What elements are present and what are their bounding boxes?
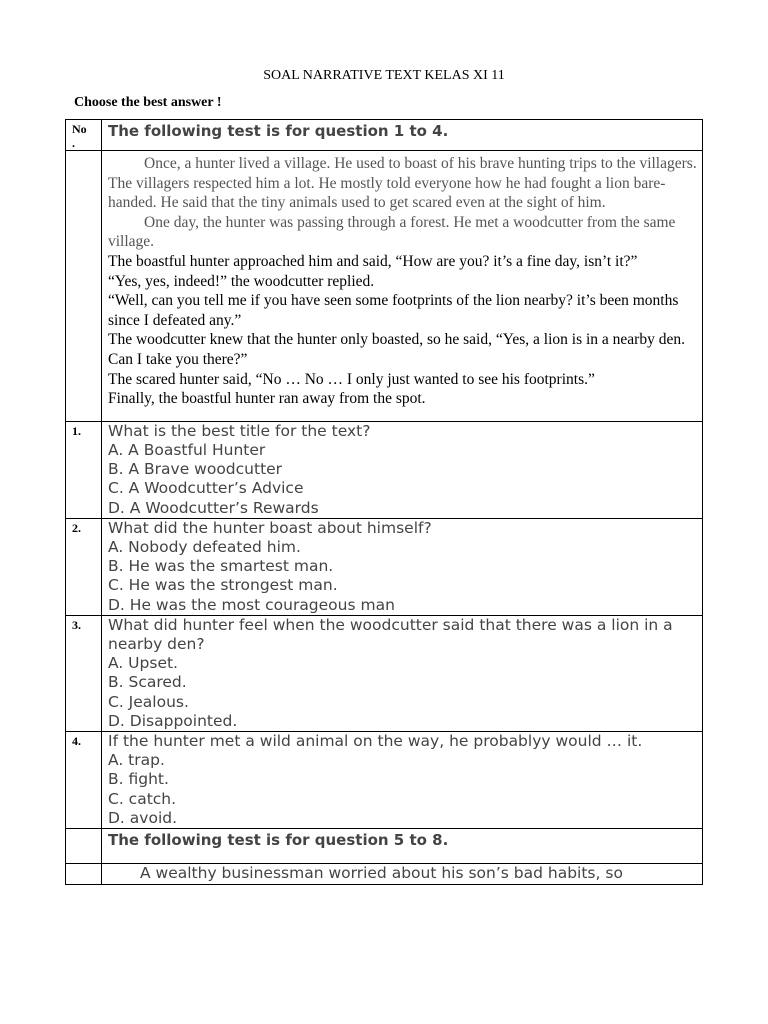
story-line: The scared hunter said, “No … No … I only just wanted to see his footprints.” <box>108 370 595 388</box>
number-cell-empty <box>66 863 102 884</box>
number-header-label: No . <box>72 122 87 150</box>
question-stem: What is the best title for the text? <box>108 421 371 440</box>
question-block <box>108 422 698 518</box>
answer-option[interactable]: A. Nobody defeated him. <box>108 537 301 556</box>
table-row <box>66 731 703 828</box>
question-stem: What did hunter feel when the woodcutter said that there was a lion in a nearby den? <box>108 615 673 653</box>
answer-option[interactable]: C. catch. <box>108 789 177 808</box>
question-cell <box>102 615 703 731</box>
question-cell <box>102 421 703 518</box>
table-row <box>66 518 703 615</box>
question-table <box>65 119 703 885</box>
answer-option[interactable]: D. He was the most courageous man <box>108 595 395 614</box>
section-heading-1: The following test is for question 1 to 4. <box>108 122 449 140</box>
section-heading-2: The following test is for question 5 to 8. <box>108 830 449 849</box>
answer-option[interactable]: A. trap. <box>108 751 165 770</box>
story-line: The woodcutter knew that the hunter only boasted, so he said, “Yes, a lion is in a nearby den. Can I take you there?” <box>108 331 685 368</box>
number-cell-empty <box>66 828 102 863</box>
table-row <box>66 828 703 863</box>
answer-option[interactable]: C. He was the strongest man. <box>108 576 338 595</box>
number-column-header <box>66 120 102 151</box>
story-line: Finally, the boastful hunter ran away from the spot. <box>108 390 426 408</box>
story-paragraph: One day, the hunter was passing through a forest. He met a woodcutter from the same village. <box>108 213 676 251</box>
question-cell <box>102 518 703 615</box>
question-block <box>108 616 698 731</box>
table-row <box>66 421 703 518</box>
table-row <box>66 151 703 422</box>
answer-option[interactable]: D. avoid. <box>108 808 178 827</box>
question-stem: What did the hunter boast about himself? <box>108 518 432 537</box>
answer-option[interactable]: A. A Boastful Hunter <box>108 440 266 459</box>
question-number: 4. <box>66 731 102 828</box>
question-cell <box>102 731 703 828</box>
number-cell-empty <box>66 151 102 422</box>
instruction-text: Choose the best answer ! <box>74 95 222 110</box>
answer-option[interactable]: B. A Brave woodcutter <box>108 460 283 479</box>
table-row <box>66 615 703 731</box>
story-line: The boastful hunter approached him and said, “How are you? it’s a fine day, isn’t it?” <box>108 252 638 270</box>
answer-option[interactable]: D. A Woodcutter’s Rewards <box>108 498 319 517</box>
answer-option[interactable]: B. He was the smartest man. <box>108 557 334 576</box>
question-block <box>108 519 698 615</box>
answer-option[interactable]: B. Scared. <box>108 673 187 692</box>
document-title: SOAL NARRATIVE TEXT KELAS XI 11 <box>263 68 505 83</box>
table-row <box>66 120 703 151</box>
story-cell <box>102 151 703 422</box>
answer-option[interactable]: D. Disappointed. <box>108 711 238 730</box>
answer-option[interactable]: C. A Woodcutter’s Advice <box>108 479 304 498</box>
question-stem: If the hunter met a wild animal on the way, he probablyy would … it. <box>108 731 643 750</box>
question-number: 1. <box>66 421 102 518</box>
section-heading-cell <box>102 120 703 151</box>
story-cell <box>102 863 703 884</box>
story-paragraph: Once, a hunter lived a village. He used to boast of his brave hunting trips to the villagers. The villagers respected him a lot. He mostly told everyone how he had fought a lion bare-handed. He said that the tiny animals used to get scared even at the sight of him. <box>108 155 697 212</box>
answer-option[interactable]: A. Upset. <box>108 654 178 673</box>
story-line: “Yes, yes, indeed!” the woodcutter replied. <box>108 272 375 290</box>
story-line: “Well, can you tell me if you have seen some footprints of the lion nearby? it’s been months since I defeated any.” <box>108 292 679 329</box>
table-row <box>66 863 703 884</box>
section-heading-cell <box>102 828 703 863</box>
question-number: 2. <box>66 518 102 615</box>
answer-option[interactable]: B. fight. <box>108 770 169 789</box>
answer-option[interactable]: C. Jealous. <box>108 692 189 711</box>
story-text <box>108 151 698 421</box>
question-block <box>108 732 698 828</box>
question-number: 3. <box>66 615 102 731</box>
story-2-text: A wealthy businessman worried about his son’s bad habits, so <box>140 863 623 882</box>
